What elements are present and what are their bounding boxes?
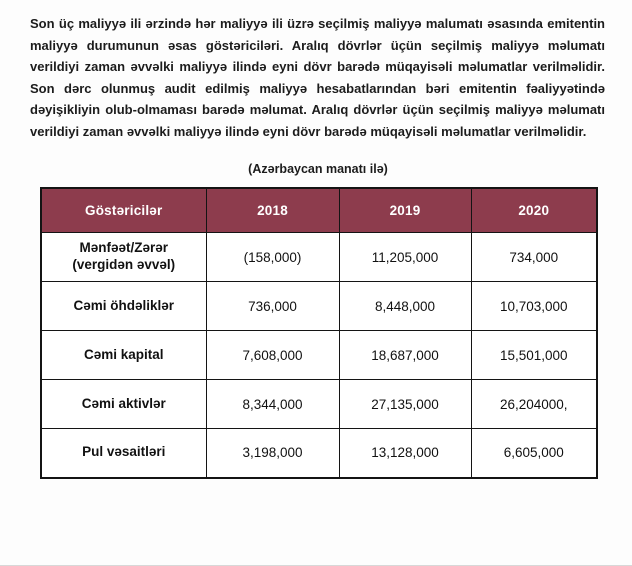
cell-total-assets-2018: 8,344,000 — [206, 380, 339, 429]
cell-profit-loss-2018: (158,000) — [206, 233, 339, 282]
table-header-row — [41, 188, 597, 233]
cell-profit-loss-2019: 11,205,000 — [339, 233, 471, 282]
table-row-profit-loss — [41, 233, 597, 282]
cell-cash-funds-2018: 3,198,000 — [206, 429, 339, 478]
header-2018: 2018 — [206, 188, 339, 233]
header-2020: 2020 — [471, 188, 597, 233]
cell-total-liabilities-2020: 10,703,000 — [471, 282, 597, 331]
row-label-total-liabilities: Cəmi öhdəliklər — [41, 282, 206, 331]
table-row-total-capital — [41, 331, 597, 380]
cell-total-liabilities-2019: 8,448,000 — [339, 282, 471, 331]
table-caption: (Azərbaycan manatı ilə) — [248, 161, 388, 176]
financial-indicators-table — [40, 187, 598, 479]
table-row-total-assets — [41, 380, 597, 429]
cell-total-capital-2019: 18,687,000 — [339, 331, 471, 380]
cell-total-capital-2020: 15,501,000 — [471, 331, 597, 380]
row-label-cash-funds: Pul vəsaitləri — [41, 429, 206, 478]
cell-total-liabilities-2018: 736,000 — [206, 282, 339, 331]
cell-cash-funds-2020: 6,605,000 — [471, 429, 597, 478]
header-gostericiler: Göstəricilər — [41, 188, 206, 233]
intro-paragraph: Son üç maliyyə ili ərzində hər maliyyə ili üzrə seçilmiş maliyyə malumatı əsasında emitentin maliyyə durumunun əsas göstəriciləri. Aralıq dövrlər üçün seçilmiş maliyyə məlumatı verildiyi zaman əvvəlki maliyyə ilində eyni dövr barədə müqayisəli məlumatlar verilməlidir. Son dərc olunmuş audit edilmiş maliyyə hesabatlarından bəri emitentin fəaliyyətində dəyişikliyin olub-olmaması barədə məlumat. Aralıq dövrlər üçün seçilmiş maliyyə məlumatı verildiyi zaman əvvəlki maliyyə ilində eyni dövr barədə müqayisəli məlumatlar verilməlidir. — [30, 16, 605, 139]
row-label-total-assets: Cəmi aktivlər — [41, 380, 206, 429]
header-2019: 2019 — [339, 188, 471, 233]
cell-total-assets-2020: 26,204000, — [471, 380, 597, 429]
cell-cash-funds-2019: 13,128,000 — [339, 429, 471, 478]
cell-profit-loss-2020: 734,000 — [471, 233, 597, 282]
cell-total-capital-2018: 7,608,000 — [206, 331, 339, 380]
row-label-profit-loss: Mənfəət/Zərər (vergidən əvvəl) — [41, 233, 206, 282]
cell-total-assets-2019: 27,135,000 — [339, 380, 471, 429]
table-row-cash-funds — [41, 429, 597, 478]
row-label-total-capital: Cəmi kapital — [41, 331, 206, 380]
table-row-total-liabilities — [41, 282, 597, 331]
